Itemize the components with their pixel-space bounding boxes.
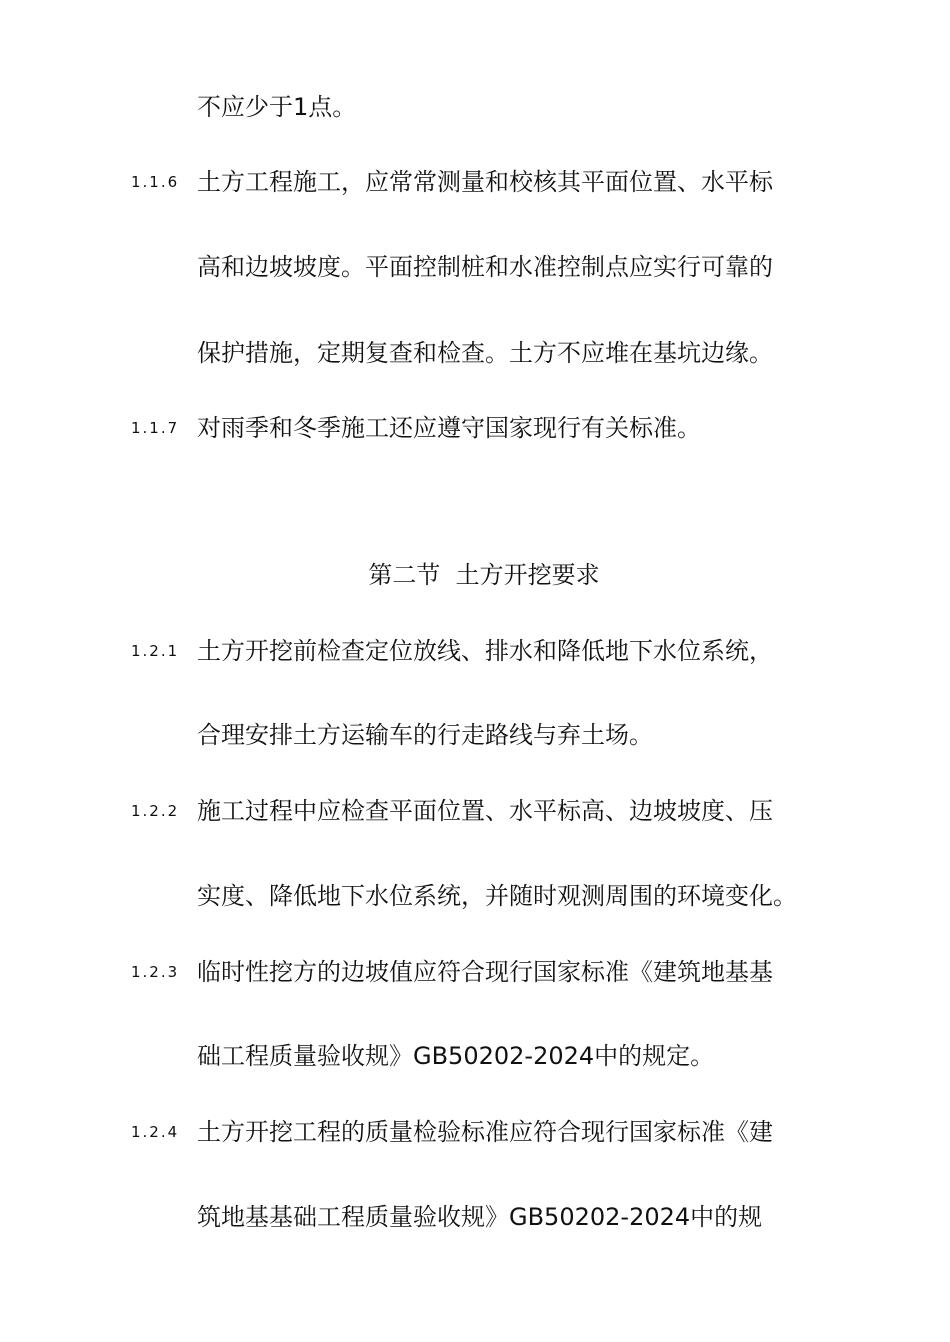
clause-number-1-1-6: 1.1.6: [131, 173, 180, 191]
clause-text-line: 保护措施，定期复查和检查。土方不应堆在基坑边缘。: [197, 339, 773, 367]
clause-text-line: 土方开挖前检查定位放线、排水和降低地下水位系统，: [197, 637, 773, 665]
clause-text-line: 对雨季和冬季施工还应遵守国家现行有关标准。: [197, 414, 701, 442]
clause-text-line: 实度、降低地下水位系统，并随时观测周围的环境变化。: [197, 882, 797, 910]
clause-number-1-2-2: 1.2.2: [131, 802, 180, 820]
clause-text-line: 筑地基基础工程质量验收规》GB50202-2024中的规: [197, 1203, 763, 1231]
clause-text-line: 临时性挖方的边坡值应符合现行国家标准《建筑地基基: [197, 958, 773, 986]
clause-text-line: 高和边坡坡度。平面控制桩和水准控制点应实行可靠的: [197, 253, 773, 281]
clause-text-line: 合理安排土方运输车的行走路线与弃土场。: [197, 721, 653, 749]
clause-number-1-1-7: 1.1.7: [131, 419, 180, 437]
section-heading: 第二节 土方开挖要求: [368, 561, 600, 589]
clause-number-1-2-3: 1.2.3: [131, 963, 180, 981]
clause-text-line: 土方开挖工程的质量检验标准应符合现行国家标准《建: [197, 1118, 773, 1146]
clause-text-line: 土方工程施工，应常常测量和校核其平面位置、水平标: [197, 168, 773, 196]
clause-number-1-2-1: 1.2.1: [131, 642, 180, 660]
clause-text-line: 施工过程中应检查平面位置、水平标高、边坡坡度、压: [197, 797, 773, 825]
intro-line: 不应少于1点。: [197, 93, 357, 121]
clause-number-1-2-4: 1.2.4: [131, 1123, 180, 1141]
clause-text-line: 础工程质量验收规》GB50202-2024中的规定。: [197, 1042, 715, 1070]
